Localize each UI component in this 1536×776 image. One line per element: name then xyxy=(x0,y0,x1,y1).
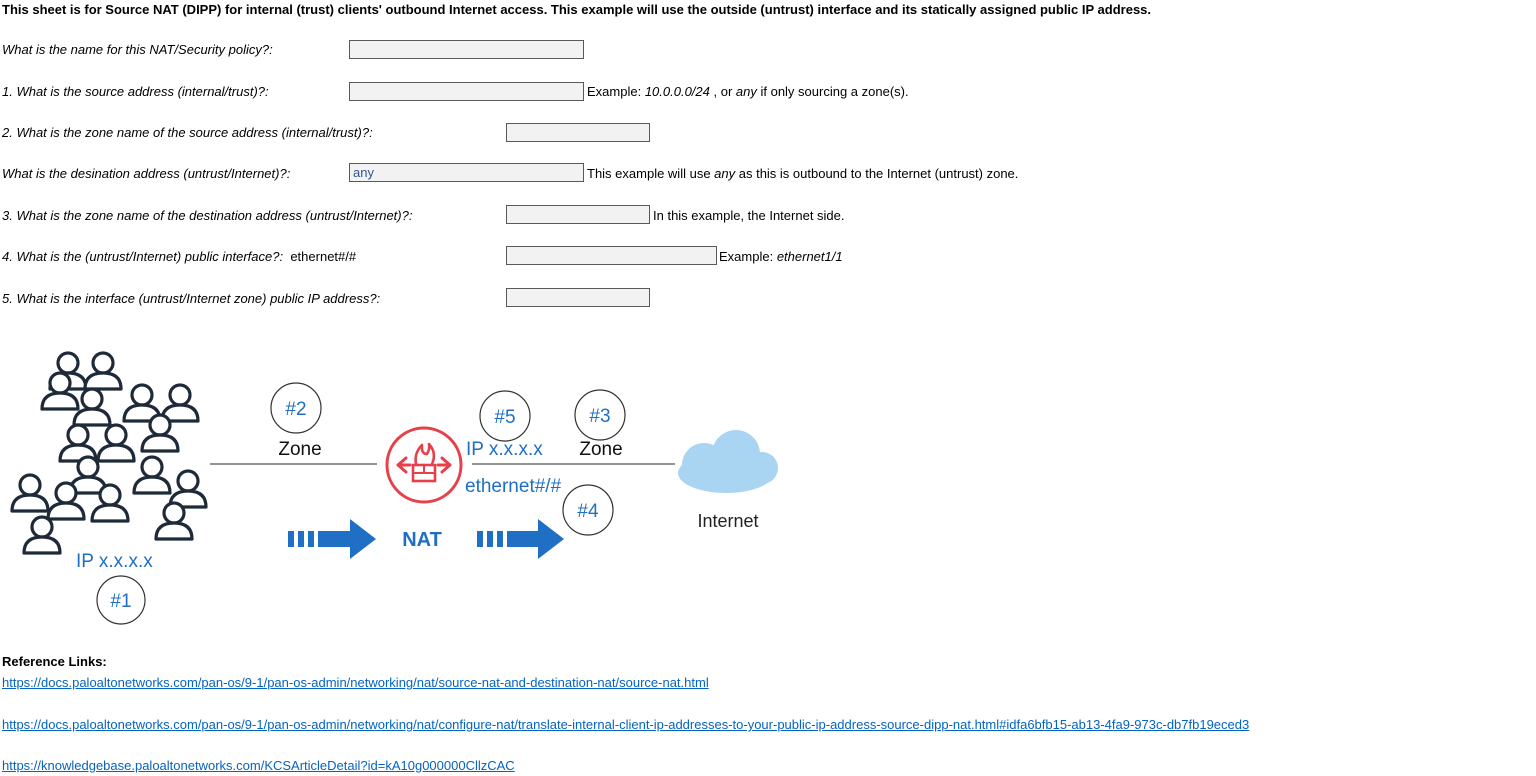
firewall-ip-label: IP x.x.x.x xyxy=(466,439,543,460)
badge-5-label: #5 xyxy=(494,407,516,428)
policy-name-field[interactable] xyxy=(349,40,584,59)
dest-address-label: What is the desination address (untrust/Internet)?: xyxy=(2,166,291,181)
internet-label: Internet xyxy=(697,511,759,531)
users-icon xyxy=(12,353,206,553)
reference-link-3[interactable]: https://knowledgebase.paloaltonetworks.com/KCSArticleDetail?id=kA10g000000CllzCAC xyxy=(2,758,515,773)
source-address-hint: Example: 10.0.0.0/24 , or any if only sourcing a zone(s). xyxy=(587,84,909,99)
dest-zone-label: 3. What is the zone name of the destination address (untrust/Internet)?: xyxy=(2,208,413,223)
public-interface-hint: Example: ethernet1/1 xyxy=(719,249,843,264)
nat-label: NAT xyxy=(402,529,442,551)
source-address-label: 1. What is the source address (internal/trust)?: xyxy=(2,84,269,99)
dest-address-hint: This example will use any as this is outbound to the Internet (untrust) zone. xyxy=(587,166,1019,181)
badge-4-label: #4 xyxy=(577,501,599,522)
dest-zone-hint: In this example, the Internet side. xyxy=(653,208,845,223)
source-zone-label: 2. What is the zone name of the source address (internal/trust)?: xyxy=(2,125,373,140)
zone-left-label: Zone xyxy=(278,439,322,460)
reference-link-1[interactable]: https://docs.paloaltonetworks.com/pan-os/9-1/pan-os-admin/networking/nat/source-nat-and-destination-nat/source-nat.html xyxy=(2,675,709,690)
nat-diagram xyxy=(0,335,800,630)
badge-2-label: #2 xyxy=(285,399,307,420)
badge-1-label: #1 xyxy=(110,591,132,612)
public-interface-format: ethernet#/# xyxy=(290,249,357,264)
public-ip-field[interactable] xyxy=(506,288,650,307)
zone-right-label: Zone xyxy=(579,439,623,460)
public-interface-field[interactable] xyxy=(506,246,717,265)
cloud-icon xyxy=(678,430,778,493)
dest-zone-field[interactable] xyxy=(506,205,650,224)
policy-name-label: What is the name for this NAT/Security policy?: xyxy=(2,42,273,57)
source-address-field[interactable] xyxy=(349,82,584,101)
badge-3-label: #3 xyxy=(589,406,611,427)
flow-arrow-left-icon xyxy=(288,519,376,559)
firewall-icon xyxy=(387,428,461,502)
flow-arrow-right-icon xyxy=(477,519,564,559)
source-zone-field[interactable] xyxy=(506,123,650,142)
ethernet-label: ethernet#/# xyxy=(465,476,562,497)
reference-links-title: Reference Links: xyxy=(2,654,107,669)
dest-address-field[interactable]: any xyxy=(349,163,584,182)
public-ip-label: 5. What is the interface (untrust/Internet zone) public IP address?: xyxy=(2,291,381,306)
sheet-header: This sheet is for Source NAT (DIPP) for internal (trust) clients' outbound Internet access. This example will use the outside (untrust) interface and its statically assigned public IP address. xyxy=(2,2,1152,17)
reference-link-2[interactable]: https://docs.paloaltonetworks.com/pan-os/9-1/pan-os-admin/networking/nat/configure-nat/translate-internal-client-ip-addresses-to-your-public-ip-address-source-dipp-nat.html#idfa6bfb15-ab13-4fa9-973c-db7fb19eced3 xyxy=(2,717,1250,732)
public-interface-label: 4. What is the (untrust/Internet) public interface?: ethernet#/# xyxy=(2,249,357,264)
client-ip-label: IP x.x.x.x xyxy=(76,551,153,572)
